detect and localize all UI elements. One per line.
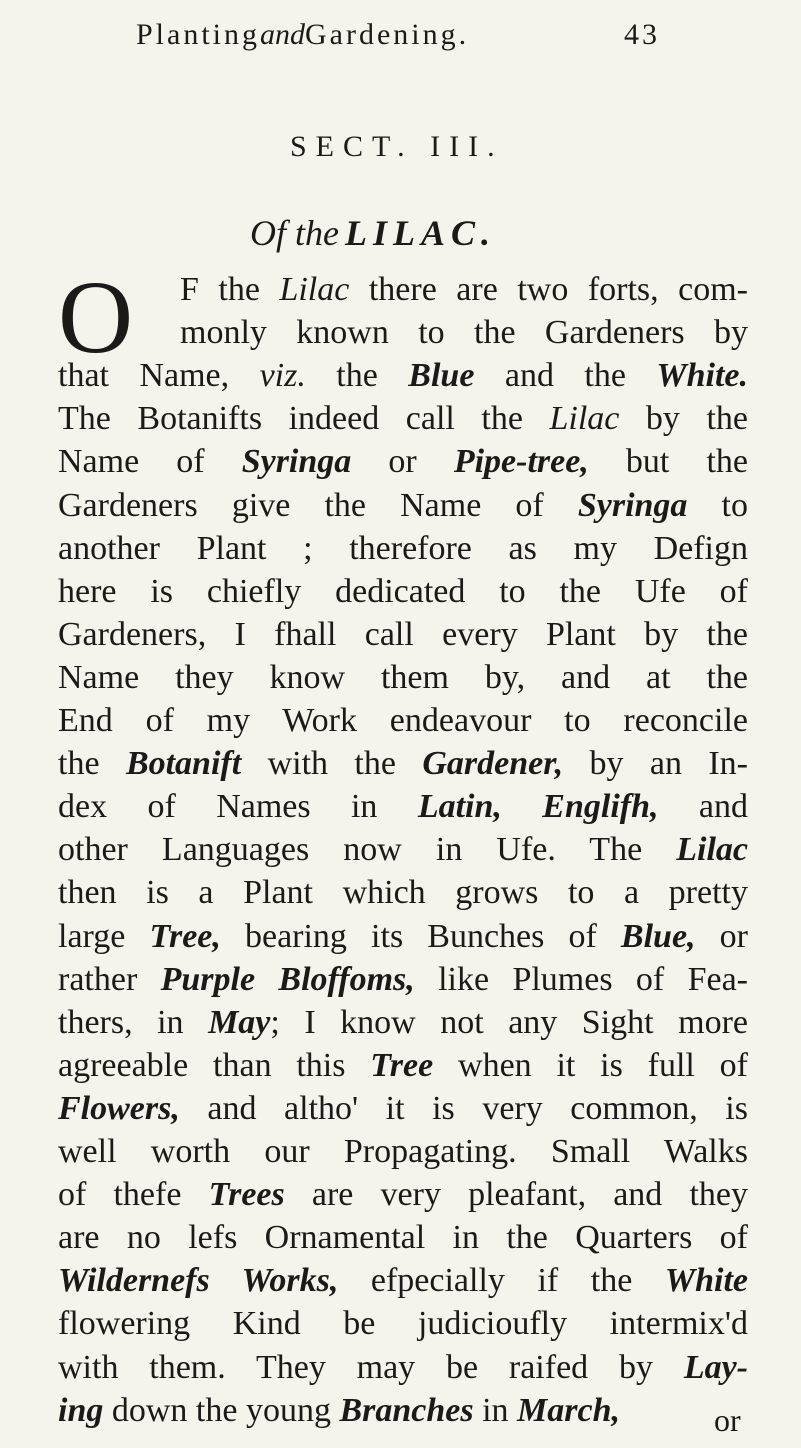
text-segment: Blue, <box>620 917 696 955</box>
text-line <box>180 313 748 353</box>
running-head-amp: and <box>260 18 306 51</box>
running-head <box>136 18 660 52</box>
text-line <box>58 615 748 655</box>
text-segment: flowering Kind be judicioufly intermix'd <box>58 1305 748 1343</box>
text-segment: viz. <box>259 357 306 395</box>
text-segment: down the young <box>103 1391 340 1429</box>
text-line <box>58 1132 748 1172</box>
text-segment: bearing its Bunches of <box>220 917 621 955</box>
text-line <box>58 873 748 913</box>
text-segment: to <box>687 486 748 524</box>
text-segment: the <box>305 357 409 395</box>
text-segment: Lilac <box>676 831 748 869</box>
text-segment: Englifh, <box>542 788 659 826</box>
text-line <box>58 1218 748 1258</box>
text-line <box>58 529 748 569</box>
text-segment: by an In- <box>563 745 748 783</box>
text-line <box>58 356 748 396</box>
text-segment: Tree, <box>149 917 221 955</box>
text-segment: there are two forts, com- <box>349 271 748 308</box>
text-line <box>58 701 748 741</box>
text-segment: by the <box>619 400 748 438</box>
text-segment: of thefe <box>58 1176 209 1214</box>
text-segment: Gardeners give the Name of <box>58 486 578 524</box>
heading-prefix: Of the <box>250 213 339 253</box>
text-line <box>58 1003 748 1043</box>
text-segment: Gardeners, I fhall call every Plant by the <box>58 615 748 653</box>
text-segment: are very pleafant, and they <box>284 1176 748 1214</box>
text-segment: ing <box>58 1391 104 1429</box>
text-segment: White <box>664 1262 748 1300</box>
text-segment: and <box>658 788 748 826</box>
text-segment: large <box>58 917 150 955</box>
text-line <box>58 1348 748 1388</box>
text-segment: Syringa <box>241 443 352 481</box>
chapter-heading <box>250 212 496 254</box>
text-segment: Purple Bloffoms, <box>160 960 415 998</box>
text-line <box>180 270 748 310</box>
text-line <box>58 1046 748 1086</box>
text-line <box>58 1391 748 1431</box>
page-number: 43 <box>624 18 660 51</box>
running-head-part1: Planting <box>136 18 261 51</box>
text-segment: Tree <box>370 1046 434 1084</box>
text-segment: Syringa <box>577 486 688 524</box>
text-segment: well worth our Propagating. Small Walks <box>58 1133 748 1170</box>
text-segment: March, <box>517 1391 621 1429</box>
drop-cap: O <box>58 260 134 375</box>
text-segment: the <box>58 745 126 783</box>
text-segment: Trees <box>208 1176 285 1214</box>
text-line <box>58 572 748 612</box>
text-line <box>58 442 748 482</box>
text-segment: Wildernefs Works, <box>58 1262 339 1300</box>
text-segment: Flowers, <box>58 1089 180 1127</box>
text-segment: Blue <box>408 357 475 395</box>
text-line <box>58 960 748 1000</box>
text-segment: The Botanifts indeed call the <box>58 400 550 438</box>
text-line <box>58 744 748 784</box>
text-segment: Lilac <box>549 400 620 438</box>
running-head-part2: Gardening. <box>305 18 470 51</box>
text-segment: with the <box>241 745 423 783</box>
text-segment: with them. They may be raifed by <box>58 1348 684 1386</box>
text-line <box>58 399 748 439</box>
text-segment: or <box>351 443 454 481</box>
text-segment: are no lefs Ornamental in the Quarters of <box>58 1219 748 1257</box>
text-line <box>58 1089 748 1129</box>
text-segment: Name they know them by, and at the <box>58 658 748 696</box>
text-line <box>58 787 748 827</box>
text-line <box>58 486 748 526</box>
text-segment: Gardener, <box>422 745 564 783</box>
text-line <box>58 917 748 957</box>
text-segment: like Plumes of Fea- <box>414 960 749 998</box>
text-line <box>58 1261 748 1301</box>
text-segment: agreeable than this <box>58 1046 371 1084</box>
text-segment: but the <box>588 443 748 481</box>
text-segment: Name of <box>58 443 242 481</box>
text-segment: F the <box>180 271 280 308</box>
catchword: or <box>714 1402 741 1438</box>
text-segment: Branches <box>339 1391 474 1429</box>
text-line <box>58 830 748 870</box>
text-segment: thers, in <box>58 1003 209 1041</box>
text-segment: other Languages now in Ufe. The <box>58 831 677 869</box>
text-segment: Latin, <box>417 788 502 826</box>
text-segment: then is a Plant which grows to a pretty <box>58 874 748 912</box>
text-segment: White. <box>656 357 748 395</box>
text-segment: that Name, <box>58 357 260 395</box>
text-segment: rather <box>58 960 161 998</box>
text-segment: ; I know not any Sight more <box>270 1003 748 1041</box>
text-line <box>58 1304 748 1344</box>
heading-title: LILAC. <box>344 213 496 253</box>
text-line <box>58 658 748 698</box>
text-segment: and altho' it is very common, is <box>179 1089 748 1127</box>
text-segment: here is chiefly dedicated to the Ufe of <box>58 572 748 610</box>
text-segment: or <box>695 917 748 955</box>
text-segment: May <box>208 1003 271 1041</box>
text-segment: Pipe-tree, <box>453 443 589 481</box>
text-line <box>58 1175 748 1215</box>
text-segment: and the <box>474 357 657 395</box>
text-segment: Lilac <box>279 271 350 308</box>
section-label: SECT. III. <box>290 130 504 163</box>
text-segment: when it is full of <box>433 1046 748 1084</box>
text-segment: End of my Work endeavour to reconcile <box>58 702 748 739</box>
text-segment: monly known to the Gardeners by <box>180 314 748 352</box>
text-segment: dex of Names in <box>58 788 418 826</box>
text-segment: Lay- <box>683 1348 748 1386</box>
text-segment <box>502 788 542 825</box>
text-segment: Botanift <box>125 745 242 783</box>
text-segment: efpecially if the <box>338 1262 665 1300</box>
text-segment: another Plant ; therefore as my Defign <box>58 529 748 567</box>
text-segment: in <box>473 1391 518 1429</box>
